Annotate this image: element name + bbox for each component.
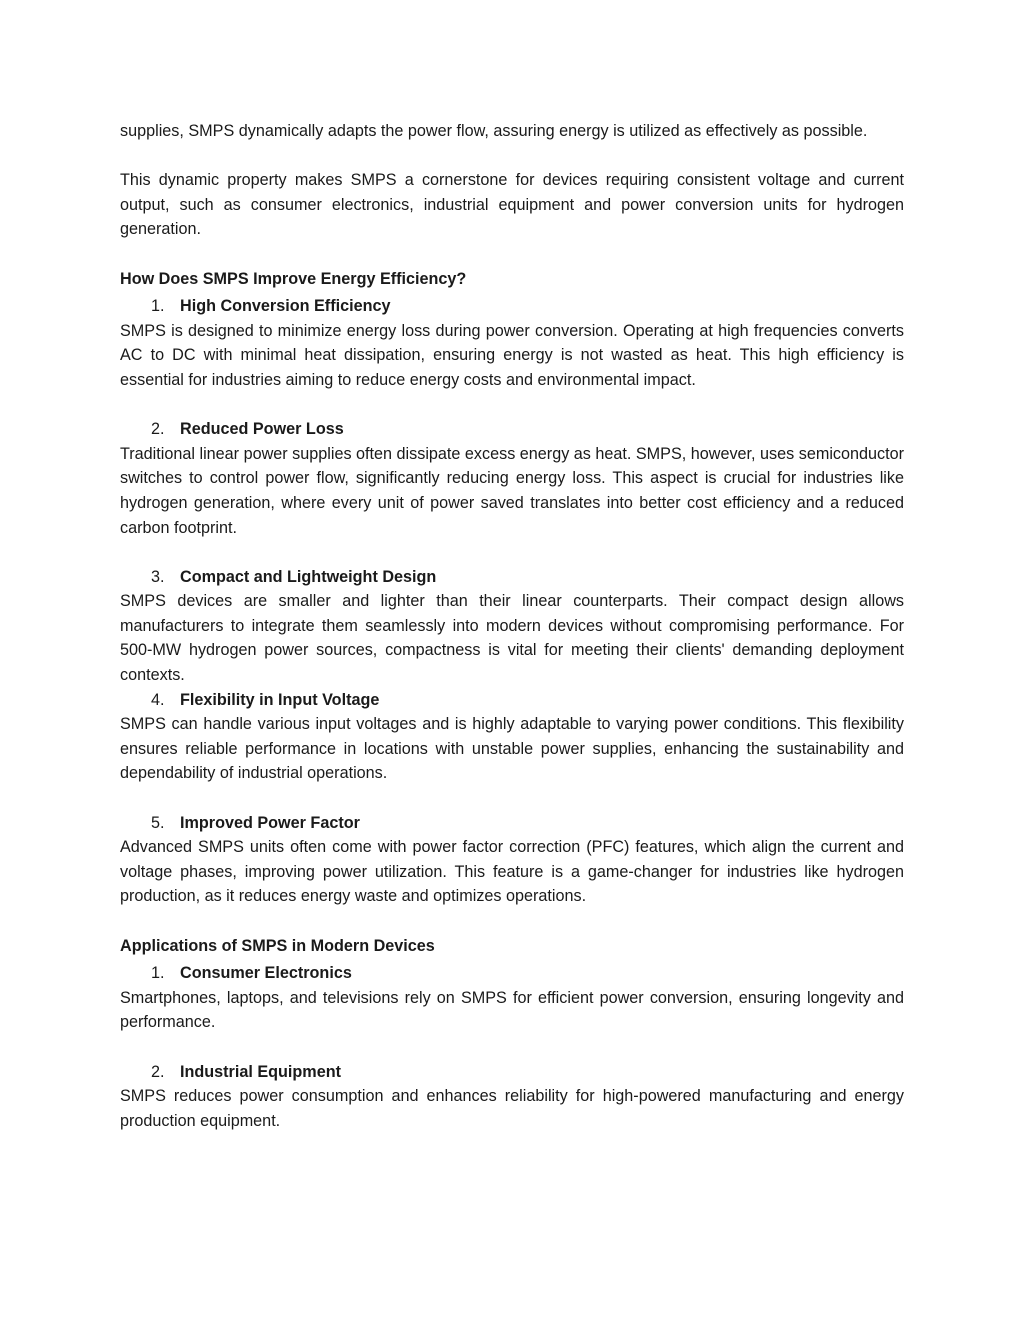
spacer [120,242,904,267]
spacer [120,909,904,934]
list-number: 4. [151,690,165,709]
spacer [120,1035,904,1060]
list-item-body: Advanced SMPS units often come with power factor correction (PFC) features, which align the current and voltage phases, improving power utilization. This feature is a game-changer for industries like hydrogen production, as it reduces energy waste and optimizes operations. [120,838,904,906]
list-item-body: SMPS devices are smaller and lighter than their linear counterparts. Their compact design allows manufacturers to integrate them seamlessly into modern devices without compromising performance. For 500-MW hydrogen power sources, compactness is vital for meeting their clients' demanding deployment contexts. [120,592,904,685]
list-number: 2. [151,420,165,439]
list-item-title: Improved Power Factor [180,813,360,832]
spacer [120,540,904,565]
spacer [120,786,904,811]
spacer [120,144,904,169]
list-item-title: Flexibility in Input Voltage [180,690,380,709]
list-number: 1. [151,297,165,316]
list-item-body: SMPS reduces power consumption and enhances reliability for high-powered manufacturing and energy production equipment. [120,1087,904,1130]
section-heading-applications: Applications of SMPS in Modern Devices [120,936,435,955]
list-item-improved-power-factor [120,811,904,836]
section-heading-energy-efficiency: How Does SMPS Improve Energy Efficiency? [120,269,467,288]
intro-paragraph-2: This dynamic property makes SMPS a cornerstone for devices requiring consistent voltage and current output, such as consumer electronics, industrial equipment and power conversion units for hydrogen generation. [120,171,904,239]
list-item-title: Consumer Electronics [180,964,352,983]
list-number: 5. [151,813,165,832]
list-item-industrial-equipment [120,1060,904,1085]
list-number: 3. [151,567,165,586]
list-item-title: Compact and Lightweight Design [180,567,437,586]
list-item-title: High Conversion Efficiency [180,297,391,316]
list-item-body: Smartphones, laptops, and televisions rely on SMPS for efficient power conversion, ensuring longevity and performance. [120,988,904,1032]
list-item-body: SMPS is designed to minimize energy loss during power conversion. Operating at high frequencies converts AC to DC with minimal heat dissipation, ensuring energy is not wasted as heat. This high efficiency is essential for industries aiming to reduce energy costs and environmental impact. [120,321,904,389]
list-item-reduced-power-loss [120,417,904,442]
intro-paragraph-1: supplies, SMPS dynamically adapts the power flow, assuring energy is utilized as effectively as possible. [120,122,868,140]
document-page [120,119,904,1133]
list-item-input-voltage-flexibility [120,688,904,713]
list-number: 2. [151,1062,165,1081]
spacer [120,393,904,418]
list-item-title: Industrial Equipment [180,1062,341,1081]
list-item-title: Reduced Power Loss [180,420,344,439]
list-item-body: SMPS can handle various input voltages and is highly adaptable to varying power conditions. This flexibility ensures reliable performance in locations with unstable power supplies, enhancing the sustainability and dependability of industrial operations. [120,715,904,783]
list-number: 1. [151,964,165,983]
list-item-high-conversion-efficiency [120,294,904,319]
list-item-body: Traditional linear power supplies often dissipate excess energy as heat. SMPS, however, uses semiconductor switches to control power flow, significantly reducing energy loss. This aspect is crucial for industries like hydrogen generation, where every unit of power saved translates into better cost efficiency and a reduced carbon footprint. [120,444,905,537]
list-item-consumer-electronics [120,961,904,986]
list-item-compact-design [120,565,904,590]
